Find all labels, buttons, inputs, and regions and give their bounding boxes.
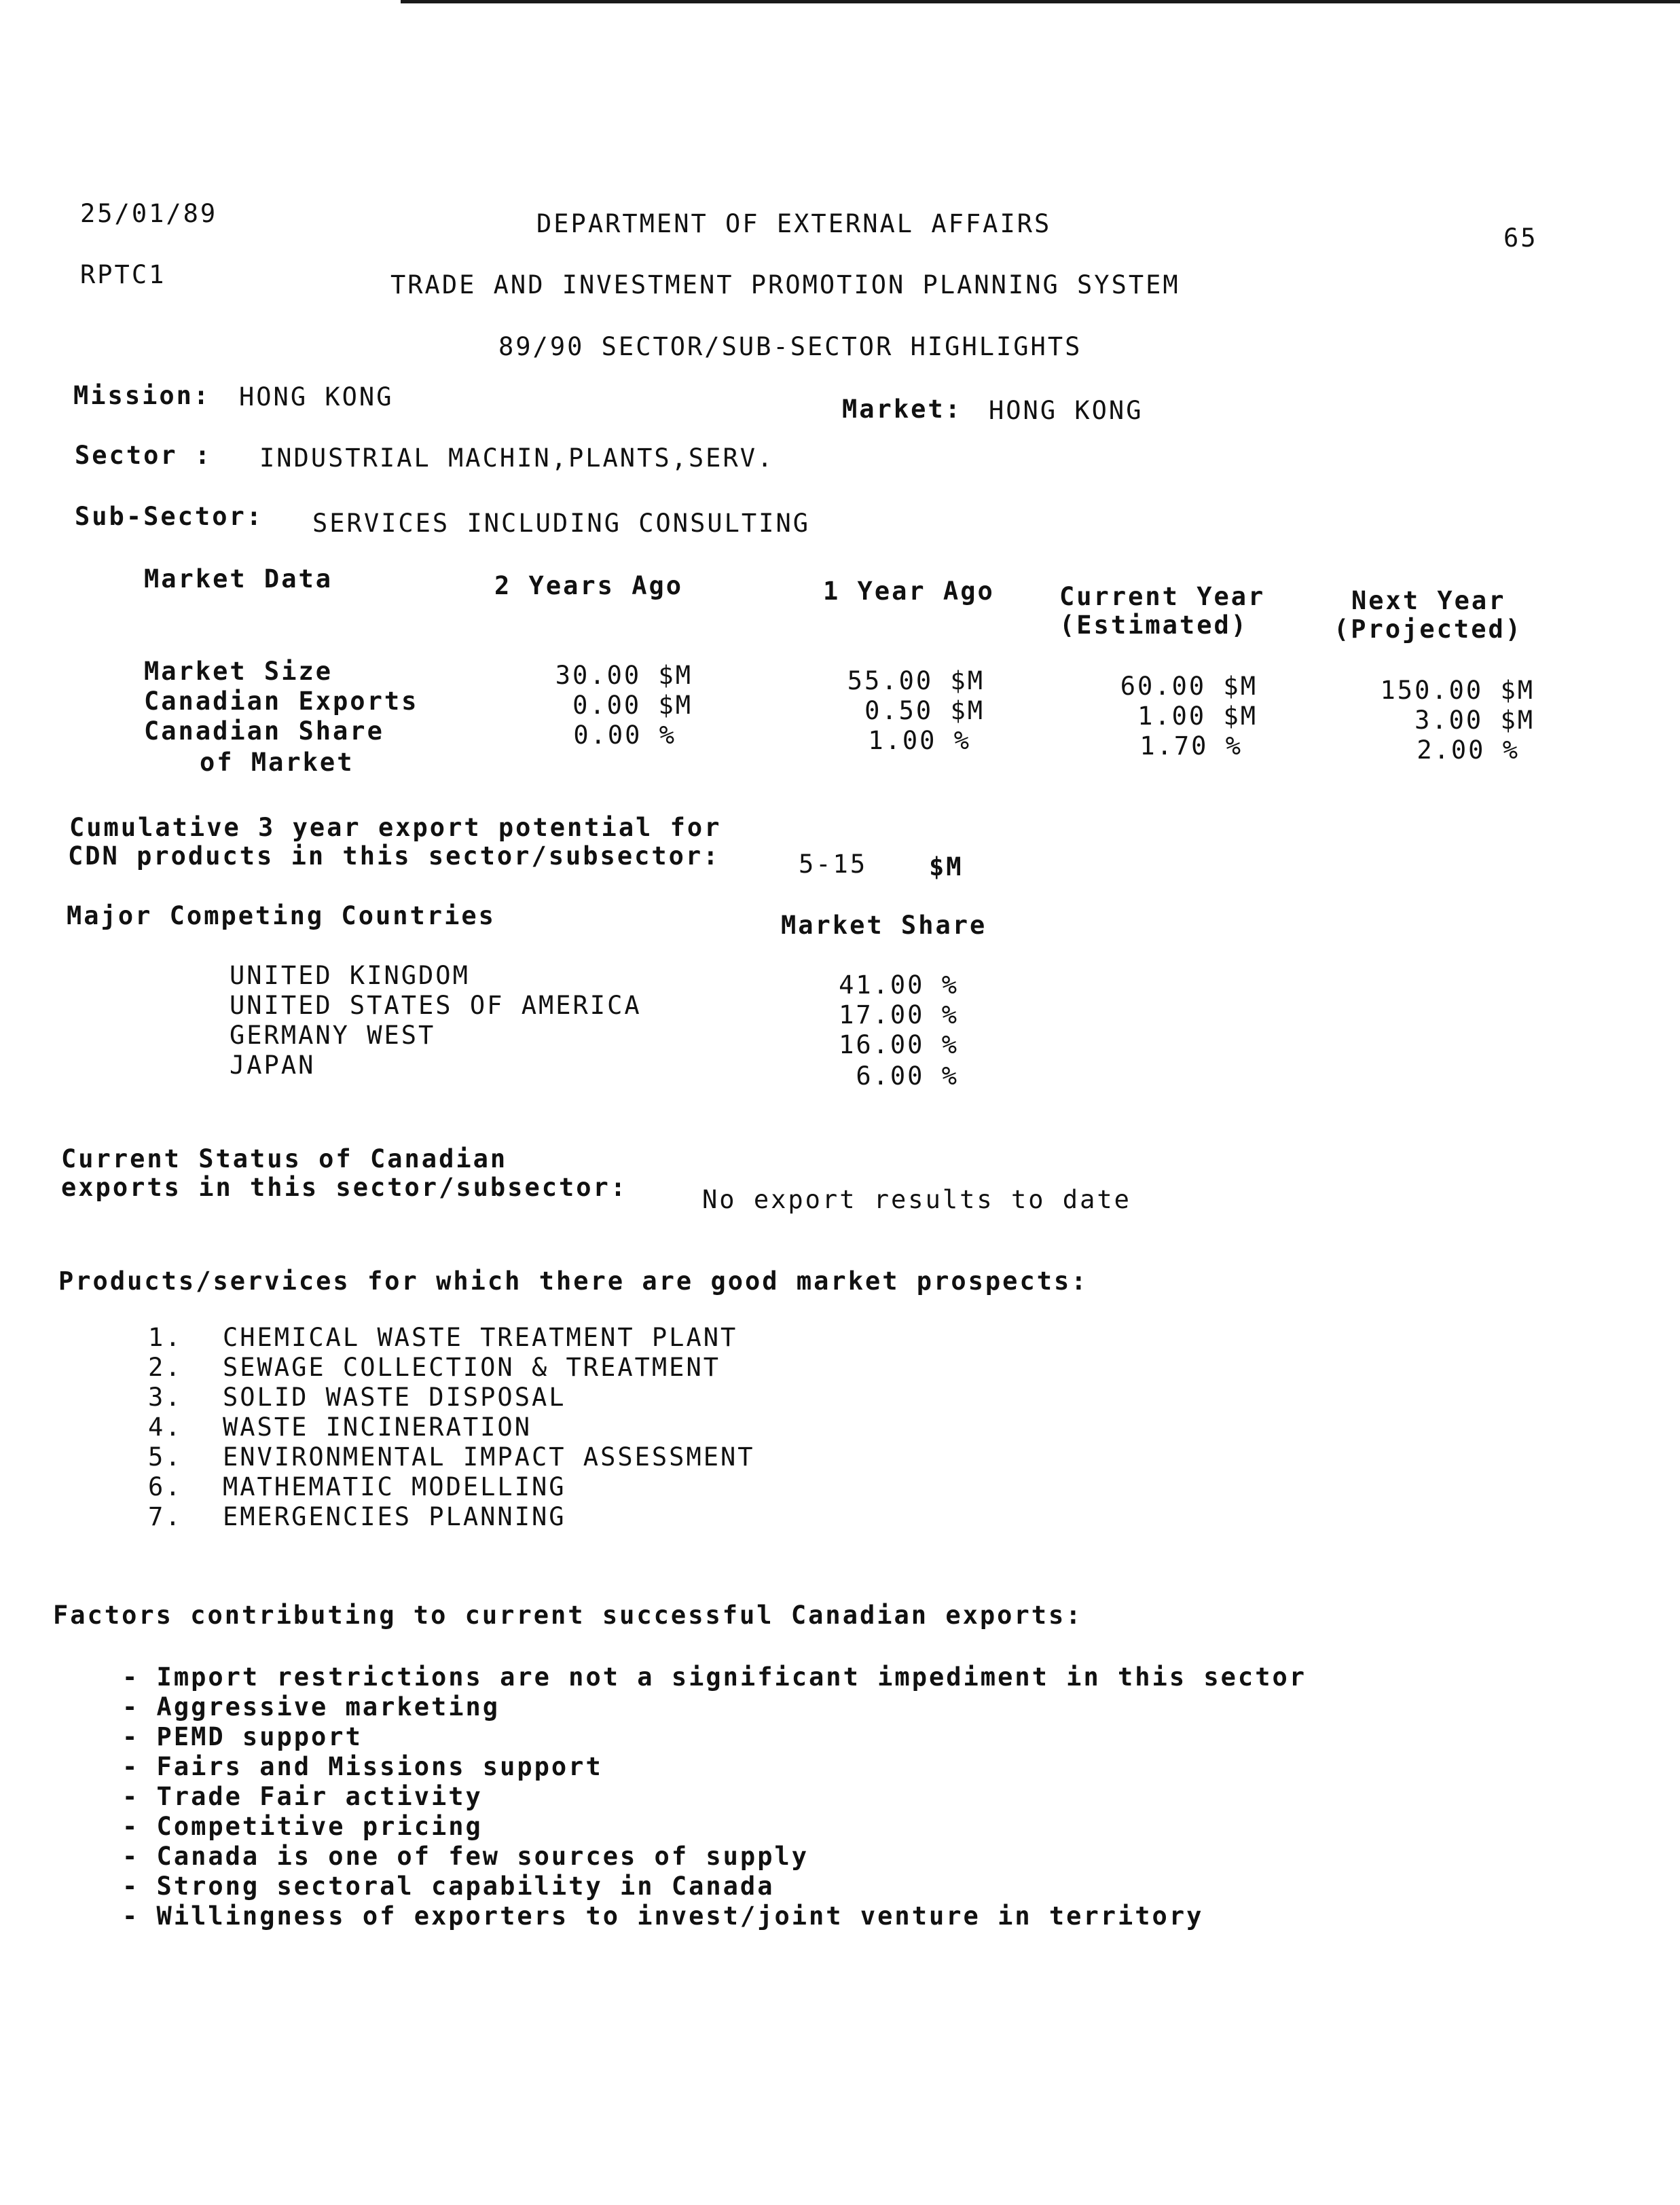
row-label-market-size: Market Size (144, 657, 333, 686)
product-number: 1. (148, 1323, 183, 1352)
system-title: TRADE AND INVESTMENT PROMOTION PLANNING SYSTEM (390, 270, 1180, 299)
cell-exports-current: 1.00 $M (1137, 701, 1258, 731)
sector-label: Sector : (75, 441, 213, 470)
product-item (148, 1383, 566, 1413)
product-text: MATHEMATIC MODELLING (223, 1472, 566, 1501)
product-text: SOLID WASTE DISPOSAL (223, 1383, 566, 1412)
product-number: 7. (148, 1502, 183, 1531)
product-item (148, 1413, 532, 1442)
cumulative-line-2: CDN products in this sector/subsector: (68, 841, 720, 871)
competitor-country: UNITED KINGDOM (230, 961, 470, 990)
row-label-of-market: of Market (200, 748, 354, 777)
page-number: 65 (1503, 223, 1538, 253)
col-header-next-year: Next Year (1351, 586, 1506, 615)
col-header-2-years-ago: 2 Years Ago (494, 571, 684, 600)
factor-item: - Trade Fair activity (122, 1782, 483, 1811)
product-text: SEWAGE COLLECTION & TREATMENT (223, 1353, 721, 1382)
competitor-country: UNITED STATES OF AMERICA (230, 991, 642, 1020)
col-header-estimated: (Estimated) (1059, 611, 1249, 640)
product-item (148, 1353, 721, 1383)
factor-item: - Competitive pricing (122, 1812, 483, 1841)
factors-list (122, 1662, 1307, 1931)
market-share-label: Market Share (781, 911, 987, 940)
factor-item: - Aggressive marketing (122, 1692, 500, 1721)
cell-share-next: 2.00 % (1417, 735, 1520, 765)
product-text: ENVIRONMENTAL IMPACT ASSESSMENT (223, 1442, 755, 1472)
cell-share-current: 1.70 % (1139, 731, 1243, 761)
products-label: Products/services for which there are good market prospects: (58, 1266, 1089, 1296)
mission-label: Mission: (73, 381, 211, 410)
sector-value: INDUSTRIAL MACHIN,PLANTS,SERV. (259, 443, 775, 473)
competitor-share: 41.00 % (839, 970, 959, 1000)
col-header-current-year: Current Year (1059, 582, 1266, 611)
report-title: 89/90 SECTOR/SUB-SECTOR HIGHLIGHTS (498, 332, 1082, 361)
competitor-share: 16.00 % (839, 1030, 959, 1059)
cumulative-value: 5-15 (799, 850, 868, 879)
competitor-country: GERMANY WEST (230, 1021, 436, 1050)
cell-exports-next: 3.00 $M (1414, 706, 1535, 735)
competitor-share: 6.00 % (856, 1061, 959, 1091)
product-text: CHEMICAL WASTE TREATMENT PLANT (223, 1323, 738, 1352)
product-item (148, 1472, 566, 1502)
product-item (148, 1323, 738, 1353)
cell-share-1y: 1.00 % (868, 726, 971, 755)
cell-exports-1y: 0.50 $M (864, 696, 985, 725)
cell-market-size-current: 60.00 $M (1120, 672, 1258, 701)
status-value: No export results to date (702, 1185, 1131, 1214)
col-header-1-year-ago: 1 Year Ago (823, 577, 995, 606)
cell-market-size-1y: 55.00 $M (847, 666, 985, 695)
factor-item: - Canada is one of few sources of supply (122, 1842, 809, 1871)
cumulative-unit: $M (929, 852, 964, 881)
mission-value: HONG KONG (239, 382, 394, 412)
product-number: 2. (148, 1353, 183, 1382)
product-text: WASTE INCINERATION (223, 1413, 532, 1442)
department-title: DEPARTMENT OF EXTERNAL AFFAIRS (536, 209, 1052, 238)
factor-item: - Willingness of exporters to invest/joint venture in territory (122, 1901, 1204, 1931)
report-code: RPTC1 (80, 260, 166, 289)
market-value: HONG KONG (989, 396, 1144, 425)
cell-share-2y: 0.00 % (573, 721, 676, 750)
row-label-canadian-share: Canadian Share (144, 716, 384, 746)
subsector-label: Sub-Sector: (75, 502, 264, 531)
products-list (148, 1323, 755, 1532)
cell-market-size-2y: 30.00 $M (555, 661, 693, 690)
product-number: 5. (148, 1442, 183, 1472)
status-line-1: Current Status of Canadian (61, 1144, 508, 1173)
factor-item: - PEMD support (122, 1722, 363, 1751)
competitors-label: Major Competing Countries (67, 901, 496, 930)
factors-label: Factors contributing to current successful Canadian exports: (53, 1601, 1083, 1630)
factor-item: - Fairs and Missions support (122, 1752, 603, 1781)
product-number: 3. (148, 1383, 183, 1412)
status-line-2: exports in this sector/subsector: (61, 1173, 628, 1202)
factor-item: - Strong sectoral capability in Canada (122, 1872, 775, 1901)
competitor-country: JAPAN (230, 1051, 316, 1080)
report-date: 25/01/89 (80, 199, 218, 228)
product-item (148, 1442, 755, 1472)
product-item (148, 1502, 566, 1532)
cumulative-line-1: Cumulative 3 year export potential for (69, 813, 722, 842)
product-number: 6. (148, 1472, 183, 1501)
cell-market-size-next: 150.00 $M (1380, 676, 1535, 705)
market-data-header: Market Data (144, 564, 333, 594)
product-number: 4. (148, 1413, 183, 1442)
col-header-projected: (Projected) (1334, 615, 1523, 644)
competitor-share: 17.00 % (839, 1000, 959, 1029)
product-text: EMERGENCIES PLANNING (223, 1502, 566, 1531)
market-label: Market: (842, 395, 962, 424)
factor-item: - Import restrictions are not a significant impediment in this sector (122, 1662, 1307, 1692)
row-label-canadian-exports: Canadian Exports (144, 687, 419, 716)
scan-edge-line (401, 0, 1680, 3)
subsector-value: SERVICES INCLUDING CONSULTING (312, 509, 811, 538)
cell-exports-2y: 0.00 $M (572, 691, 693, 720)
